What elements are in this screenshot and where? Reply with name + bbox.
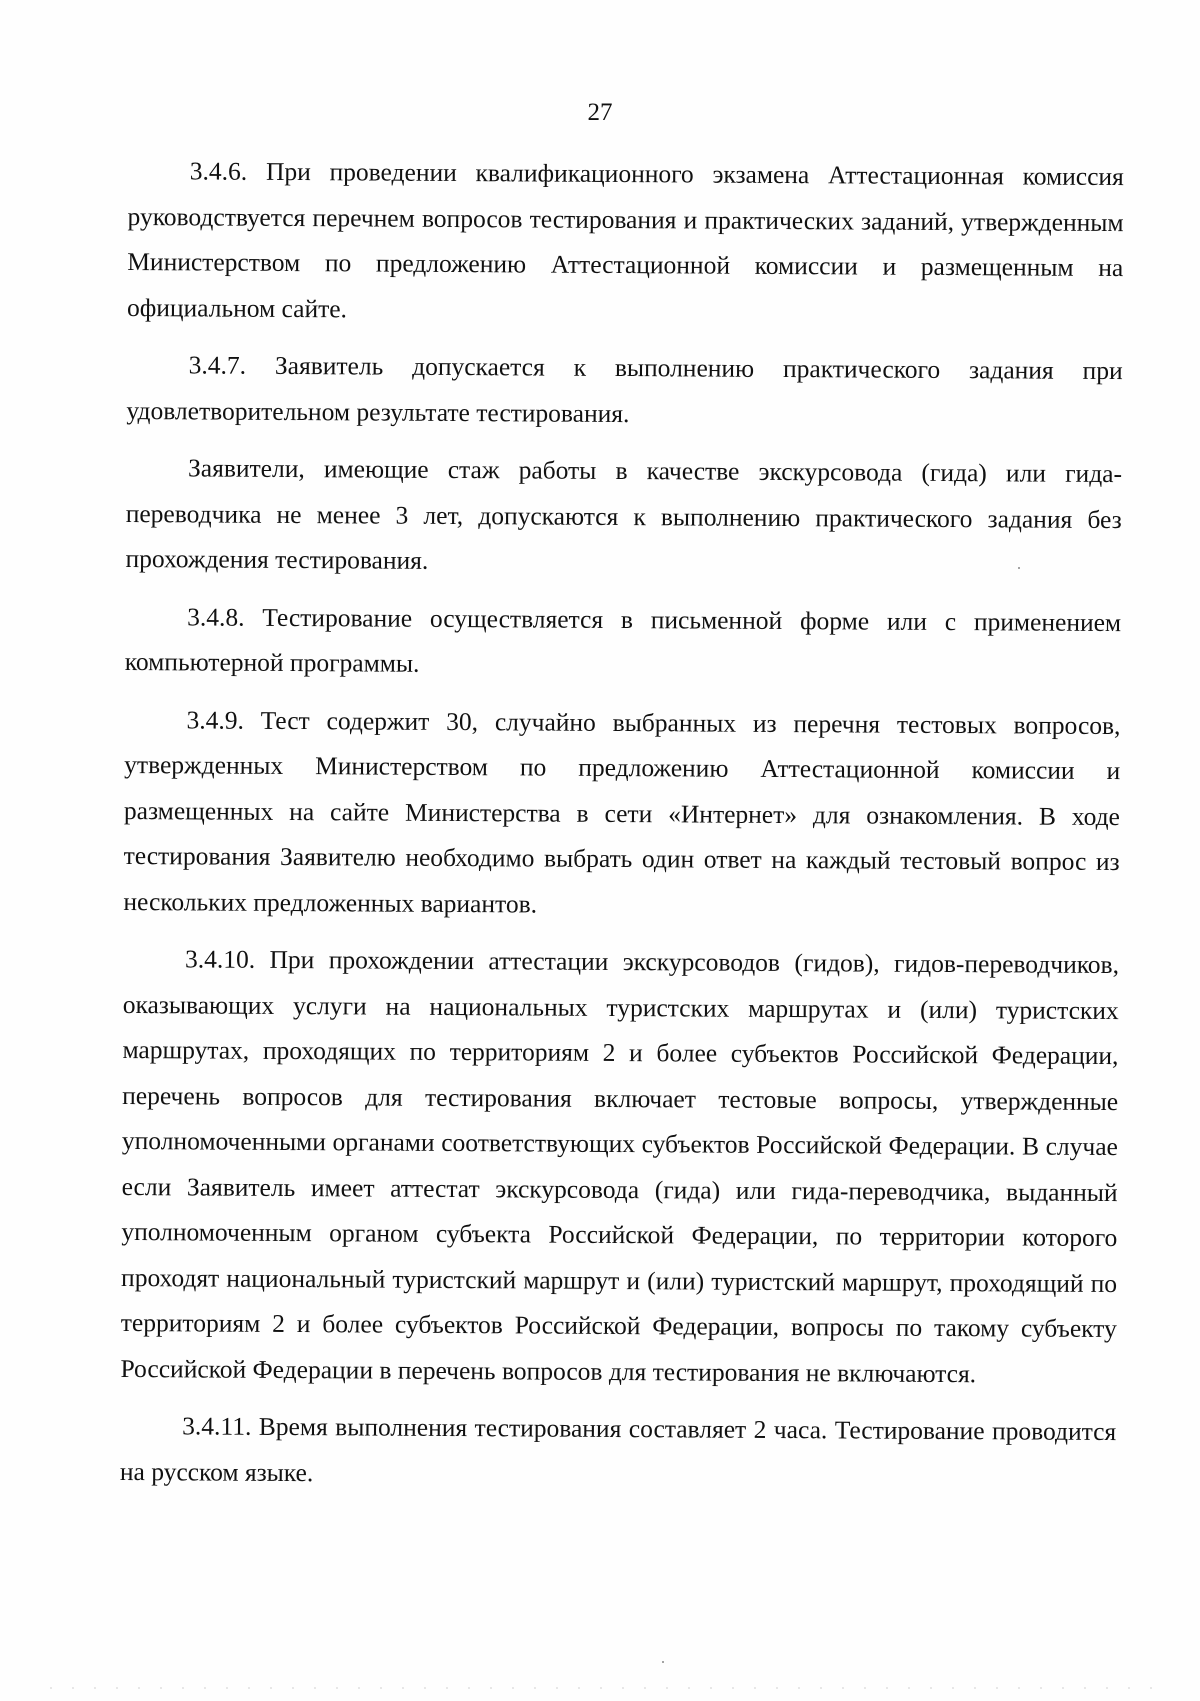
paragraph-3-4-10: 3.4.10. При прохождении аттестации экскурсоводов (гидов), гидов-переводчиков, оказывающих услуги на национальных туристских маршрутах и (или) туристских маршрутах, проходящих по территориям 2 и более субъектов Российской Федерации, перечень вопросов для тестирования включает тестовые вопросы, утвержденные уполномоченными органами соответствующих субъектов Российской Федерации. В случае если Заявитель имеет аттестат экскурсовода (гида) или гида-переводчика, выданный уполномоченным органом субъекта Российской Федерации, по территории которого проходят национальный туристский маршрут и (или) туристский маршрут, проходящий по территориям 2 и более субъектов Российской Федерации, вопросы по такому субъекту Российской Федерации в перечень вопросов для тестирования не включаются. — [120, 944, 1120, 1388]
document-body — [120, 148, 1124, 1512]
paragraph-3-4-6: 3.4.6. При проведении квалификационного экзамена Аттестационная комиссия руководствуется перечнем вопросов тестирования и практических заданий, утвержденным Министерством по предложению Аттестационной комиссии и размещенным на официальном сайте. — [126, 156, 1124, 323]
paragraph-3-4-8: 3.4.8. Тестирование осуществляется в письменной форме или с применением компьютерной программы. — [124, 601, 1122, 678]
scan-speck — [1018, 567, 1020, 569]
page-number: 27 — [587, 99, 613, 126]
paragraph-3-4-9: 3.4.9. Тест содержит 30, случайно выбранных из перечня тестовых вопросов, утвержденных Министерством по предложению Аттестационной комиссии и размещенных на сайте Министерства в сети «Интернет» для ознакомления. В ходе тестирования Заявителю необходимо выбрать один ответ на каждый тестовый вопрос из нескольких предложенных вариантов. — [123, 704, 1121, 919]
paragraph-3-4-11: 3.4.11. Время выполнения тестирования составляет 2 часа. Тестирование проводится на русском языке. — [119, 1411, 1117, 1487]
scan-edge-noise — [40, 1685, 1160, 1691]
scan-speck — [662, 1661, 664, 1663]
paragraph-3-4-7: 3.4.7. Заявитель допускается к выполнению практического задания при удовлетворительном результате тестирования. — [126, 350, 1123, 428]
paragraph-experienced-applicants: Заявители, имеющие стаж работы в качестве экскурсовода (гида) или гида-переводчика не менее 3 лет, допускаются к выполнению практического задания без прохождения тестирования. — [125, 453, 1123, 575]
